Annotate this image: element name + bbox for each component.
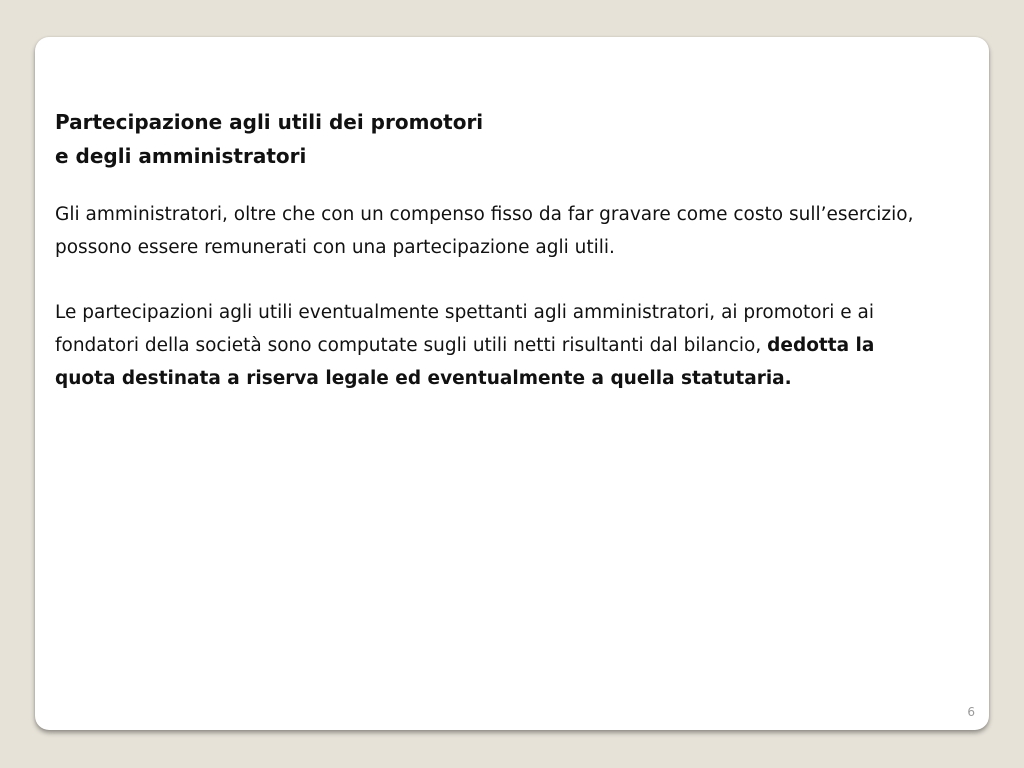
slide-card (35, 37, 989, 730)
slide-title-line-1: Partecipazione agli utili dei promotori (55, 110, 484, 134)
paragraph-partecipazioni-text: Le partecipazioni agli utili eventualmente spettanti agli amministratori, ai promotori e ai fondatori della società sono computate sugli utili netti risultanti dal bilancio, (55, 302, 874, 356)
paragraph-partecipazioni (55, 296, 935, 395)
paragraph-partecipazioni-bold: dedotta la quota destinata a riserva legale ed eventualmente a quella statutaria. (55, 335, 875, 389)
slide-content (55, 105, 935, 395)
page-number: 6 (967, 705, 975, 719)
slide-title-line-2: e degli amministratori (55, 144, 307, 168)
paragraph-compenso: Gli amministratori, oltre che con un compenso fisso da far gravare come costo sull’esercizio, possono essere remunerati con una partecipazione agli utili. (55, 204, 914, 258)
slide-title (55, 105, 935, 173)
